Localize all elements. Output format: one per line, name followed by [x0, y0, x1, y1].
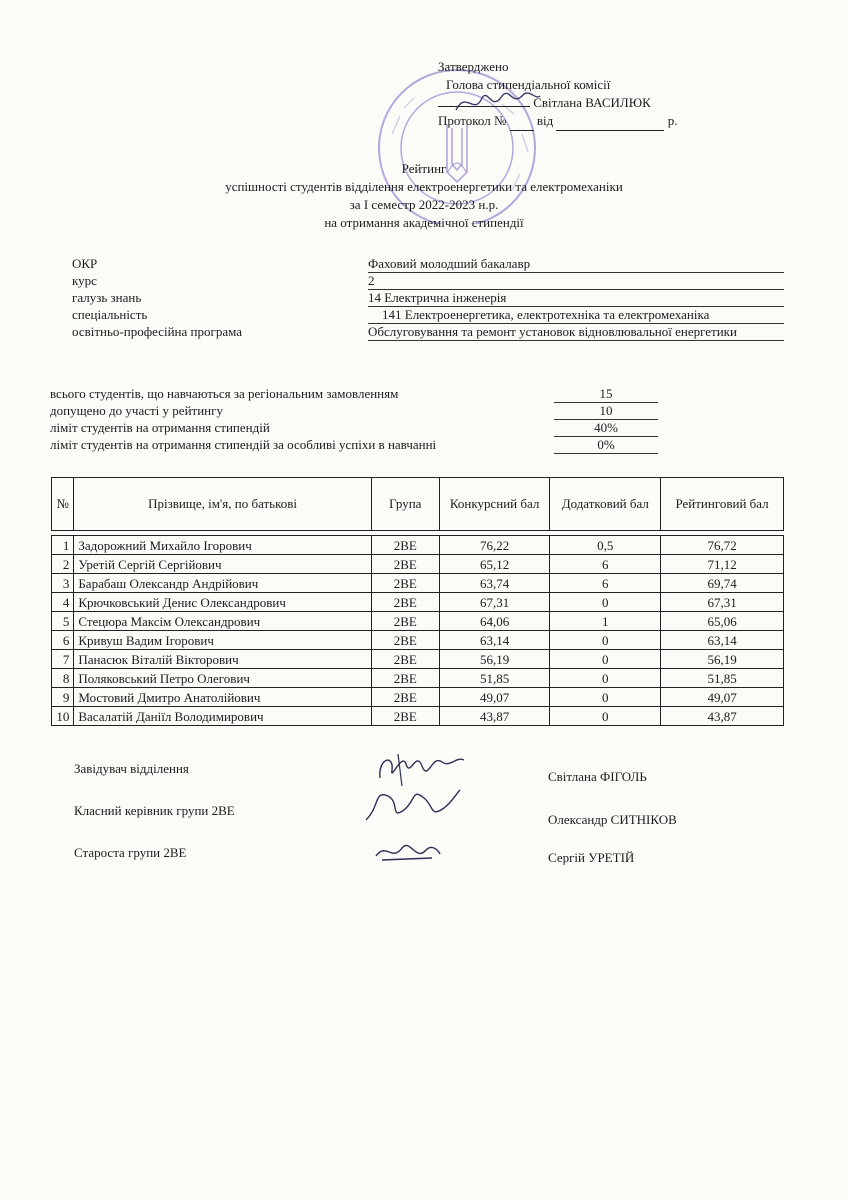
cell-name: Поляковський Петро Олегович: [74, 669, 371, 688]
cell-additional: 6: [550, 555, 661, 574]
stat-value: 0%: [554, 437, 658, 454]
header-score: Конкурсний бал: [439, 478, 550, 531]
stat-label: ліміт студентів на отримання стипендій за особливі успіхи в навчанні: [50, 437, 437, 452]
info-label: ОКР: [72, 256, 98, 271]
stat-value: 15: [554, 386, 658, 403]
rating-stats: [50, 386, 660, 454]
cell-num: 5: [52, 612, 74, 631]
cell-rating: 43,87: [661, 707, 784, 726]
head-signature-line: [438, 94, 530, 107]
protocol-date-blank: [556, 112, 664, 131]
protocol-label: Протокол №: [438, 113, 507, 128]
cell-additional: 1: [550, 612, 661, 631]
protocol-suffix: р.: [667, 113, 678, 128]
cell-rating: 65,06: [661, 612, 784, 631]
signature-name: Сергій УРЕТІЙ: [548, 850, 635, 865]
cell-rating: 51,85: [661, 669, 784, 688]
title-line-2: успішності студентів відділення електроенергетики та електромеханіки: [225, 179, 623, 194]
cell-num: 10: [52, 707, 74, 726]
header-num: №: [52, 478, 74, 531]
cell-group: 2ВЕ: [371, 574, 439, 593]
table-row: [52, 536, 784, 555]
info-row: [72, 290, 784, 307]
cell-num: 8: [52, 669, 74, 688]
header-group: Група: [371, 478, 439, 531]
table-row: [52, 631, 784, 650]
table-header-row: [52, 478, 784, 531]
table-row: [52, 574, 784, 593]
title-line-3: за І семестр 2022-2023 н.р.: [349, 197, 499, 212]
cell-group: 2ВЕ: [371, 593, 439, 612]
header-rating: Рейтинговий бал: [661, 478, 784, 531]
cell-score: 67,31: [439, 593, 550, 612]
info-value: 2: [368, 273, 784, 290]
title-line-1: Рейтинг: [401, 161, 447, 176]
cell-rating: 69,74: [661, 574, 784, 593]
cell-num: 3: [52, 574, 74, 593]
cell-name: Крючковський Денис Олександрович: [74, 593, 371, 612]
signature-name: Олександр СИТНІКОВ: [548, 812, 677, 827]
table-row: [52, 688, 784, 707]
stat-label: допущено до участі у рейтингу: [50, 403, 223, 418]
cell-group: 2ВЕ: [371, 688, 439, 707]
signature-role: Староста групи 2ВЕ: [74, 845, 187, 860]
approved-label: Затверджено: [438, 59, 509, 74]
cell-additional: 0: [550, 631, 661, 650]
stat-row: [50, 420, 660, 437]
info-label: спеціальність: [72, 307, 148, 322]
info-value: 14 Електрична інженерія: [368, 290, 784, 307]
table-row: [52, 707, 784, 726]
info-label: галузь знань: [72, 290, 142, 305]
protocol-line: [438, 112, 677, 131]
stat-value: 10: [554, 403, 658, 420]
cell-group: 2ВЕ: [371, 555, 439, 574]
header-additional: Додатковий бал: [550, 478, 661, 531]
table-row: [52, 612, 784, 631]
cell-score: 49,07: [439, 688, 550, 707]
cell-name: Уретій Сергій Сергійович: [74, 555, 371, 574]
stat-row: [50, 437, 660, 454]
cell-score: 63,14: [439, 631, 550, 650]
info-value: 141 Електроенергетика, електротехніка та електромеханіка: [368, 307, 784, 324]
head-title: Голова стипендіальної комісії: [446, 77, 611, 92]
cell-additional: 0: [550, 669, 661, 688]
cell-additional: 0: [550, 593, 661, 612]
cell-num: 1: [52, 536, 74, 555]
title-line-4: на отримання академічної стипендії: [324, 215, 524, 230]
cell-name: Васалатій Даніїл Володимирович: [74, 707, 371, 726]
info-row: [72, 273, 784, 290]
cell-num: 2: [52, 555, 74, 574]
cell-score: 51,85: [439, 669, 550, 688]
cell-group: 2ВЕ: [371, 536, 439, 555]
cell-score: 64,06: [439, 612, 550, 631]
cell-rating: 63,14: [661, 631, 784, 650]
cell-group: 2ВЕ: [371, 612, 439, 631]
cell-num: 7: [52, 650, 74, 669]
department-head-signature-icon: [372, 748, 468, 788]
cell-rating: 49,07: [661, 688, 784, 707]
curator-signature-icon: [360, 786, 464, 826]
cell-score: 56,19: [439, 650, 550, 669]
cell-name: Задорожний Михайло Ігорович: [74, 536, 371, 555]
stat-label: ліміт студентів на отримання стипендій: [50, 420, 270, 435]
group-head-signature-icon: [372, 836, 442, 868]
stat-value: 40%: [554, 420, 658, 437]
signature-role: Завідувач відділення: [74, 761, 189, 776]
info-value: Фаховий молодший бакалавр: [368, 256, 784, 273]
info-value: Обслуговування та ремонт установок відновлювальної енергетики: [368, 324, 784, 341]
cell-additional: 0: [550, 688, 661, 707]
cell-group: 2ВЕ: [371, 669, 439, 688]
cell-num: 6: [52, 631, 74, 650]
cell-group: 2ВЕ: [371, 650, 439, 669]
program-info: [72, 256, 784, 341]
protocol-from: від: [536, 113, 554, 128]
cell-score: 76,22: [439, 536, 550, 555]
cell-additional: 0: [550, 650, 661, 669]
signature-name: Світлана ФІГОЛЬ: [548, 769, 647, 784]
cell-additional: 6: [550, 574, 661, 593]
protocol-number-blank: [510, 112, 534, 131]
approval-block: [438, 58, 677, 131]
table-row: [52, 555, 784, 574]
cell-additional: 0,5: [550, 536, 661, 555]
rating-table: [51, 477, 784, 726]
cell-additional: 0: [550, 707, 661, 726]
cell-rating: 76,72: [661, 536, 784, 555]
cell-num: 4: [52, 593, 74, 612]
header-name: Прізвище, ім'я, по батькові: [74, 478, 371, 531]
head-name: Світлана ВАСИЛЮК: [533, 95, 651, 110]
cell-rating: 67,31: [661, 593, 784, 612]
cell-score: 63,74: [439, 574, 550, 593]
cell-name: Барабаш Олександр Андрійович: [74, 574, 371, 593]
stat-row: [50, 403, 660, 420]
stat-label: всього студентів, що навчаються за регіональним замовленням: [50, 386, 399, 401]
stat-row: [50, 386, 660, 403]
document-title: [0, 160, 848, 232]
rating-table-body: [52, 536, 784, 726]
info-label: освітньо-професійна програма: [72, 324, 242, 339]
cell-rating: 56,19: [661, 650, 784, 669]
cell-group: 2ВЕ: [371, 631, 439, 650]
table-row: [52, 669, 784, 688]
signature-role: Класний керівник групи 2ВЕ: [74, 803, 235, 818]
cell-num: 9: [52, 688, 74, 707]
cell-rating: 71,12: [661, 555, 784, 574]
info-row: [72, 324, 784, 341]
cell-score: 65,12: [439, 555, 550, 574]
info-row: [72, 307, 784, 324]
table-row: [52, 593, 784, 612]
cell-name: Стецюра Максім Олександрович: [74, 612, 371, 631]
info-row: [72, 256, 784, 273]
cell-name: Кривуш Вадим Ігорович: [74, 631, 371, 650]
cell-name: Мостовий Дмитро Анатолійович: [74, 688, 371, 707]
table-row: [52, 650, 784, 669]
cell-name: Панасюк Віталій Вікторович: [74, 650, 371, 669]
cell-group: 2ВЕ: [371, 707, 439, 726]
cell-score: 43,87: [439, 707, 550, 726]
info-label: курс: [72, 273, 97, 288]
